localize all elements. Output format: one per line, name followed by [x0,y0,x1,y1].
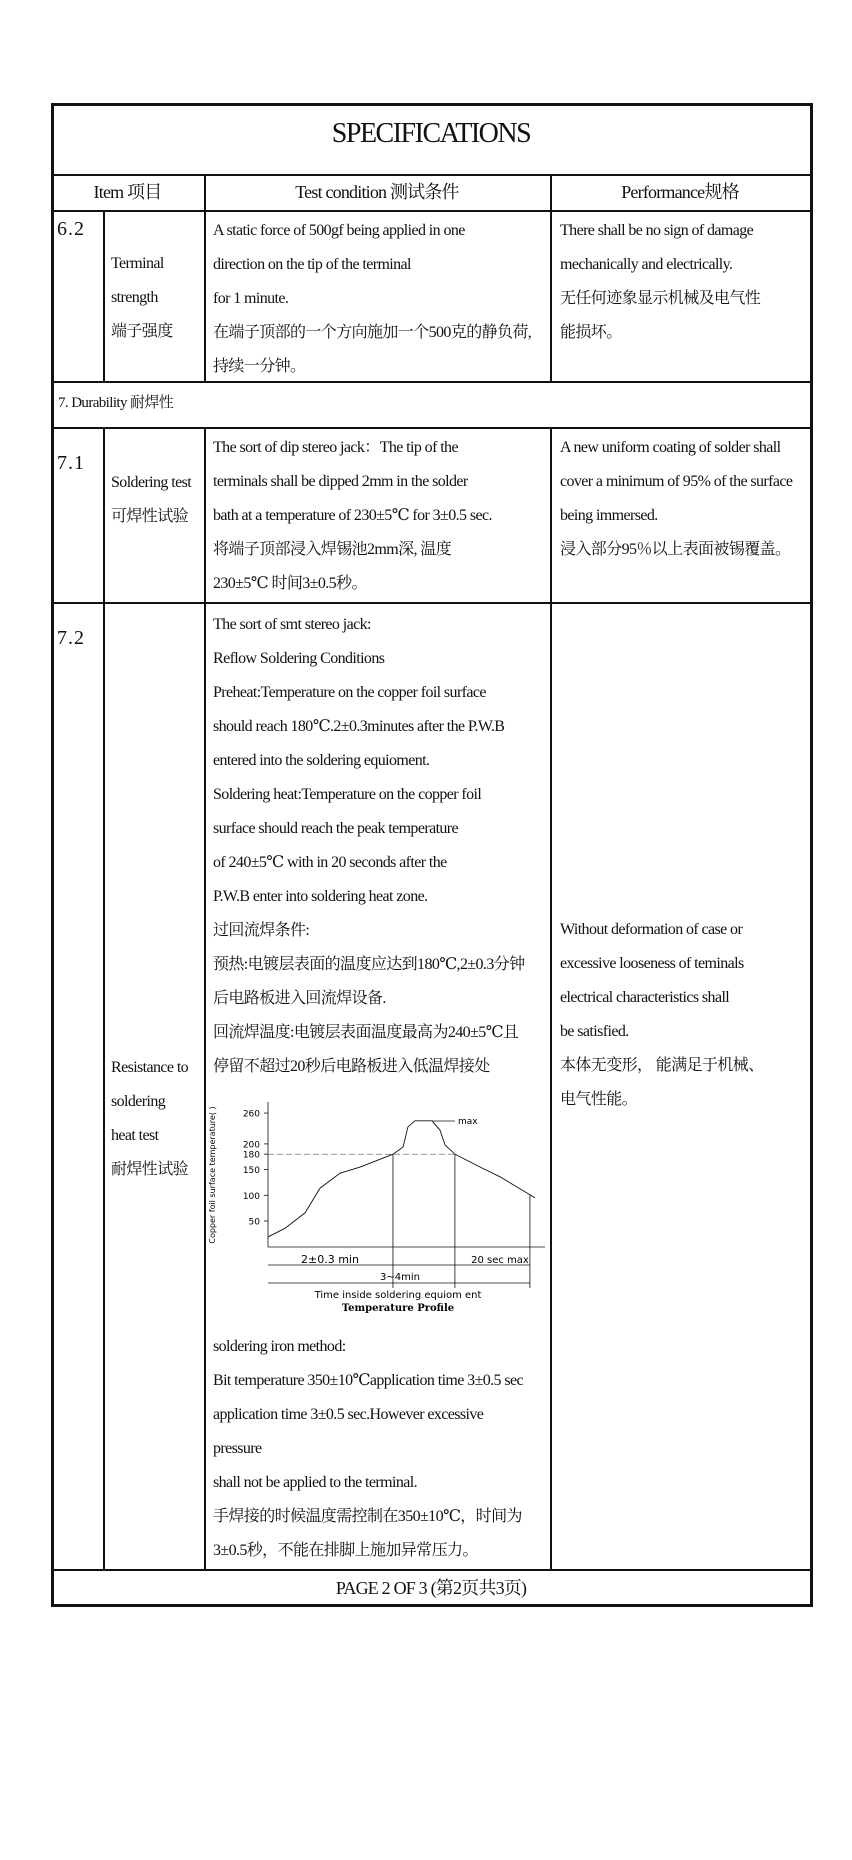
text-line: mechanically and electrically. [560,256,733,273]
text-line: direction on the tip of the terminal [213,256,411,273]
text-line: application time 3±0.5 sec.However excessive [213,1406,484,1423]
text-line: 耐焊性试验 [111,1161,189,1178]
y-tick-label: 150 [242,1166,260,1177]
text-line: surface should reach the peak temperature [213,820,459,837]
text-line: soldering iron method: [213,1338,346,1355]
total-duration-label: 3~4min [380,1272,420,1283]
text-line: 预热:电镀层表面的温度应达到180℃,2±0.3分钟 [213,956,525,973]
text-line: 停留不超过20秒后电路板进入低温焊接处 [213,1058,490,1075]
table-border-top [51,103,813,106]
text-line: should reach 180℃.2±0.3minutes after the P.W.B [213,718,505,735]
text-line: 持续一分钟。 [213,358,306,375]
text-line: Terminal [111,255,164,272]
temperature-curve [268,1121,535,1237]
text-line: There shall be no sign of damage [560,222,754,239]
text-line: 后电路板进入回流焊设备. [213,990,386,1007]
text-line: be satisfied. [560,1023,629,1040]
text-line: Preheat:Temperature on the copper foil surface [213,684,486,701]
test-condition [213,214,531,384]
temperature-profile-chart [200,1080,560,1330]
y-tick-label: 100 [242,1191,260,1202]
text-line: shall not be applied to the terminal. [213,1474,417,1491]
header-item: Item 项目 [93,182,162,202]
page-footer: PAGE 2 OF 3 (第2页共3页) [335,1578,527,1598]
preheat-duration-label: 2±0.3 min [301,1253,359,1266]
text-line: 可焊性试验 [111,508,189,525]
divider [204,427,206,1570]
text-line: The sort of smt stereo jack: [213,616,371,633]
text-line: 回流焊温度:电镀层表面温度最高为240±5℃且 [213,1024,519,1041]
text-line: 手焊接的时候温度需控制在350±10℃，时间为 [213,1508,522,1525]
item-number: 7.1 [57,452,85,474]
table-border-right [810,103,813,1607]
divider [51,210,813,212]
table-border-left [51,103,54,1607]
divider [51,427,813,429]
section-heading: 7. Durability 耐焊性 [58,395,174,411]
text-line: 能损坏。 [560,324,622,341]
y-tick-label: 50 [248,1217,260,1228]
text-line: A new uniform coating of solder shall [560,439,781,456]
peak-label: max [458,1117,478,1127]
test-condition [213,431,492,601]
text-line: 在端子顶部的一个方向施加一个500克的静负荷, [213,324,532,341]
text-line: soldering [111,1093,166,1110]
text-line: for 1 minute. [213,290,289,307]
text-line: A static force of 500gf being applied in one [213,222,465,239]
y-axis-label: Copper foil surface temperature( ) [208,1106,217,1244]
text-line: excessive looseness of teminals [560,955,744,972]
chart-title: Temperature Profile [341,1303,455,1314]
text-line: 230±5℃ 时间3±0.5秒。 [213,575,367,592]
page-title: SPECIFICATIONS [331,118,531,149]
text-line: Soldering heat:Temperature on the copper foil [213,786,482,803]
text-line: of 240±5℃ with in 20 seconds after the [213,854,447,871]
item-name [111,1051,188,1187]
text-line: pressure [213,1440,262,1457]
divider [51,174,813,176]
item-name [111,466,191,534]
text-line: terminals shall be dipped 2mm in the solder [213,473,468,490]
test-condition-iron [213,1330,523,1568]
text-line: Resistance to [111,1059,189,1076]
text-line: cover a minimum of 95% of the surface [560,473,793,490]
peak-duration-label: 20 sec max [471,1255,529,1266]
text-line: 端子强度 [111,323,173,340]
text-line: 浸入部分95％以上表面被锡覆盖。 [560,541,791,558]
item-name [111,247,173,349]
text-line: 将端子顶部浸入焊锡池2mm深, 温度 [213,541,452,558]
divider [103,210,105,382]
text-line: Soldering test [111,474,192,491]
x-axis-label: Time inside soldering equiom ent [314,1290,482,1301]
text-line: entered into the soldering equioment. [213,752,430,769]
divider [550,427,552,1570]
item-number: 7.2 [57,627,85,649]
divider [51,602,813,604]
text-line: electrical characteristics shall [560,989,730,1006]
text-line: heat test [111,1127,159,1144]
divider [103,427,105,1570]
text-line: 3±0.5秒，不能在排脚上施加异常压力。 [213,1542,478,1559]
text-line: The sort of dip stereo jack：The tip of the [213,439,458,456]
performance [560,913,764,1117]
header-test-condition: Test condition 测试条件 [295,182,459,202]
y-tick-label: 180 [242,1150,260,1161]
text-line: 电气性能。 [560,1091,638,1108]
test-condition [213,608,525,1084]
text-line: 无任何迹象显示机械及电气性 [560,290,761,307]
item-number: 6.2 [57,218,85,240]
text-line: Bit temperature 350±10℃application time 3±0.5 sec [213,1372,523,1389]
y-tick-label: 260 [242,1109,260,1120]
y-tick-label: 200 [242,1140,260,1151]
text-line: 本体无变形， 能满足于机械、 [560,1057,764,1074]
performance [560,431,792,567]
text-line: 过回流焊条件: [213,922,310,939]
text-line: bath at a temperature of 230±5℃ for 3±0.5 sec. [213,507,492,524]
text-line: Reflow Soldering Conditions [213,650,385,667]
text-line: Without deformation of case or [560,921,743,938]
performance [560,214,760,350]
text-line: P.W.B enter into soldering heat zone. [213,888,428,905]
header-performance: Performance规格 [621,182,739,202]
text-line: being immersed. [560,507,658,524]
text-line: strength [111,289,158,306]
divider [204,174,206,382]
divider [550,174,552,382]
